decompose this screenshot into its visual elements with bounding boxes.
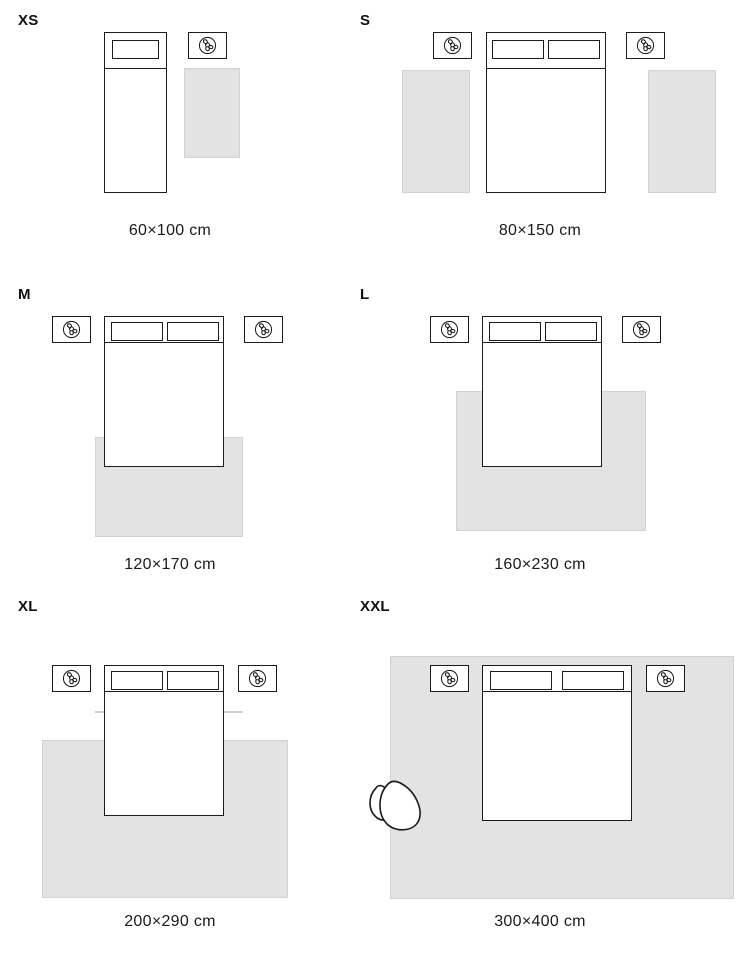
nightstand-left	[52, 665, 91, 692]
layout-diagram-l	[340, 274, 740, 532]
pillow-left	[111, 671, 163, 690]
lamp-icon	[443, 36, 462, 55]
layout-diagram-xs	[0, 0, 340, 210]
size-label: M	[18, 286, 31, 303]
rug-dimensions: 60×100 cm	[128, 222, 212, 239]
size-label: XXL	[360, 598, 390, 615]
lamp-icon	[440, 320, 459, 339]
pillow-right	[167, 671, 219, 690]
pillow-left	[492, 40, 544, 59]
lamp-icon	[656, 669, 675, 688]
bed-mattress	[104, 68, 167, 193]
nightstand-right	[646, 665, 685, 692]
size-label: L	[360, 286, 370, 303]
rug-dimensions: 80×150 cm	[498, 222, 582, 239]
nightstand-left	[433, 32, 472, 59]
pillow-left	[489, 322, 541, 341]
nightstand-right	[626, 32, 665, 59]
bed-mattress	[104, 691, 224, 816]
pillow-right	[548, 40, 600, 59]
lamp-icon	[198, 36, 217, 55]
nightstand-right	[622, 316, 661, 343]
lamp-icon	[62, 669, 81, 688]
pillow-right	[545, 322, 597, 341]
rug-dimensions: 120×170 cm	[124, 556, 216, 573]
rug-dimensions: 160×230 cm	[494, 556, 586, 573]
rug-area-right	[648, 70, 716, 193]
pillow	[112, 40, 159, 59]
variant-xxl	[340, 588, 740, 960]
rug-area-left	[402, 70, 470, 193]
size-label: XS	[18, 12, 39, 29]
bed-mattress	[486, 68, 606, 193]
lamp-icon	[636, 36, 655, 55]
layout-diagram-s	[340, 0, 740, 210]
pillow-left	[111, 322, 163, 341]
pillow-left	[490, 671, 552, 690]
chair-icon	[362, 766, 452, 856]
lamp-icon	[248, 669, 267, 688]
rug-dimensions: 300×400 cm	[494, 913, 586, 930]
pillow-right	[167, 322, 219, 341]
variant-s	[340, 0, 740, 262]
nightstand-left	[430, 316, 469, 343]
lamp-icon	[440, 669, 459, 688]
bed-mattress	[482, 691, 632, 821]
variant-l	[340, 274, 740, 582]
size-label: S	[360, 12, 371, 29]
bed-mattress	[482, 342, 602, 467]
rug-dimensions: 200×290 cm	[124, 913, 216, 930]
nightstand-right	[238, 665, 277, 692]
nightstand-left	[430, 665, 469, 692]
bed-mattress	[104, 342, 224, 467]
nightstand-right	[244, 316, 283, 343]
size-label: XL	[18, 598, 38, 615]
nightstand-left	[52, 316, 91, 343]
layout-diagram-xl	[0, 588, 340, 908]
layout-diagram-xxl	[340, 588, 740, 908]
variant-xs	[0, 0, 340, 262]
nightstand-right	[188, 32, 227, 59]
layout-diagram-m	[0, 274, 340, 532]
lamp-icon	[632, 320, 651, 339]
lamp-icon	[62, 320, 81, 339]
lamp-icon	[254, 320, 273, 339]
rug-area	[184, 68, 240, 158]
variant-m	[0, 274, 340, 582]
variant-xl	[0, 588, 340, 960]
pillow-right	[562, 671, 624, 690]
